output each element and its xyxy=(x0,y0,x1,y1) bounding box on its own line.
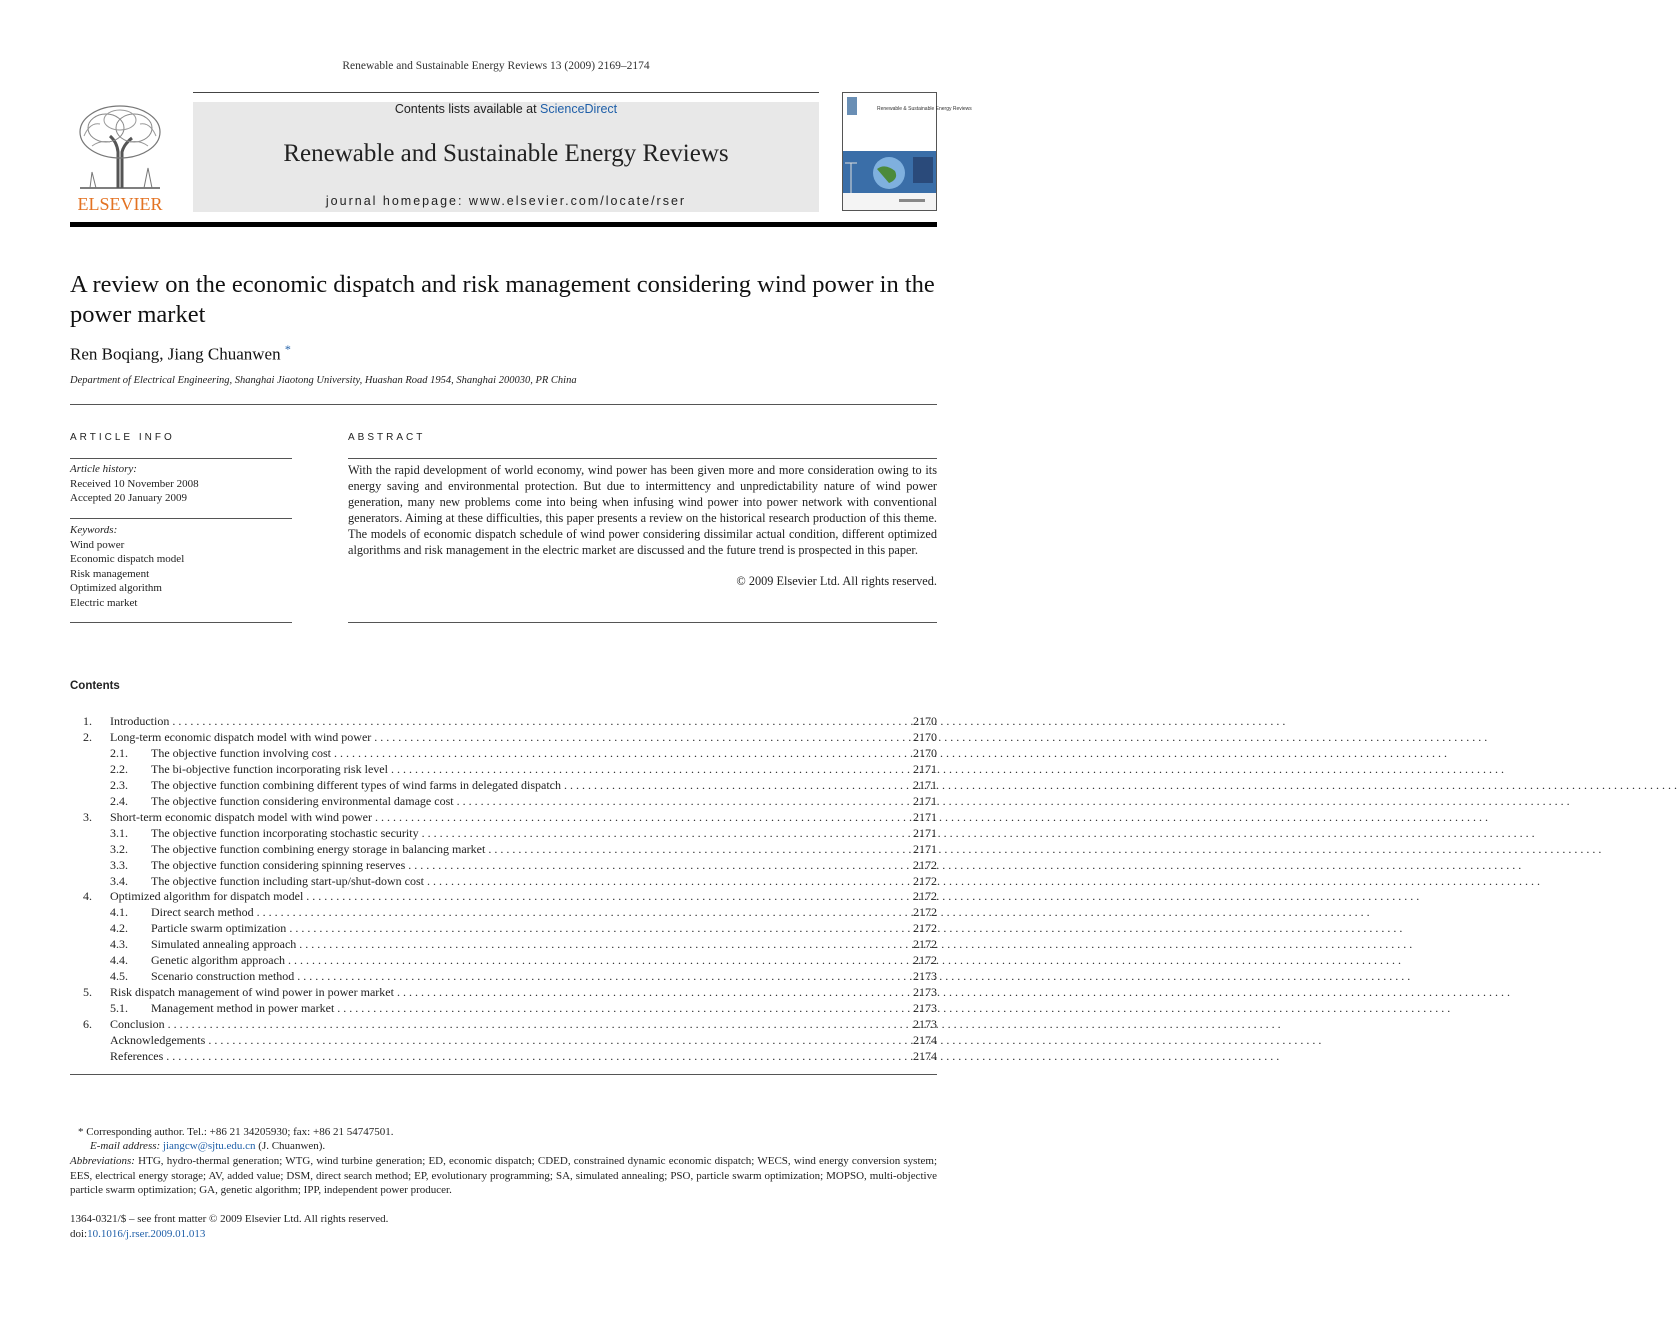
affiliation: Department of Electrical Engineering, Shanghai Jiaotong University, Huashan Road 1954, Shanghai 200030, PR China xyxy=(70,375,577,386)
toc-number: 3.1. xyxy=(110,825,128,840)
email-footnote xyxy=(70,1139,937,1154)
contents-heading: Contents xyxy=(70,680,120,692)
toc-page-number: 2174 xyxy=(913,1048,937,1063)
header-top-rule xyxy=(193,92,819,93)
toc-label[interactable]: Particle swarm optimization . . . xyxy=(151,920,893,936)
toc-number: 4.1. xyxy=(110,905,128,920)
toc-page-number: 2173 xyxy=(913,1017,937,1032)
article-history xyxy=(70,462,292,506)
toc-label[interactable]: The bi-objective function incorporating risk level . . . xyxy=(151,761,893,777)
abstract-text: With the rapid development of world economy, wind power has been given more and more consideration owing to its energy saving and environmental protection. But due to intermittency and unpredictability nature of wind power generation, many new problems come into being when infusing wind power into power network with conventional generators. Aiming at these difficulties, this paper presents a review on the historical research production of this theme. The models of economic dispatch schedule of wind power considering dissimilar actual condition, different optimized algorithms and risk management in the electric market are discussed and the future trend is prospected in this paper. xyxy=(348,463,937,557)
contents-available xyxy=(193,102,819,116)
toc-number: 4.4. xyxy=(110,953,128,968)
toc-page-number: 2173 xyxy=(913,1001,937,1016)
abbreviations-text: HTG, hydro-thermal generation; WTG, wind turbine generation; ED, economic dispatch; CDED, constrained dynamic economic dispatch; WECS, wind energy conversion system; EES, electrical energy storage; AV, added value; DSM, direct search method; EP, evolutionary programming; SA, simulated annealing; PSO, particle swarm optimization; MOPSO, multi-objective particle swarm optimization; GA, genetic algorithm; IPP, independent power producer. xyxy=(70,1155,937,1196)
toc-entry[interactable] xyxy=(70,1016,937,1032)
toc-page-number: 2170 xyxy=(913,729,937,744)
toc-page-number: 2171 xyxy=(913,793,937,808)
abstract-rule-top xyxy=(348,458,937,459)
toc-entry[interactable] xyxy=(70,713,937,729)
toc-label[interactable]: Direct search method . . . xyxy=(151,904,893,920)
journal-title: Renewable and Sustainable Energy Reviews xyxy=(283,140,729,167)
toc-entry[interactable] xyxy=(70,745,937,761)
doi-link[interactable]: 10.1016/j.rser.2009.01.013 xyxy=(87,1228,206,1240)
sciencedirect-link[interactable]: ScienceDirect xyxy=(540,102,618,116)
toc-label[interactable]: The objective function incorporating stochastic security . . . xyxy=(151,825,893,841)
toc-page-number: 2171 xyxy=(913,809,937,824)
toc-label[interactable]: Scenario construction method . . . xyxy=(151,968,893,984)
cover-title: Renewable & Sustainable Energy Reviews xyxy=(877,106,972,112)
toc-number: 1. xyxy=(83,714,92,728)
toc-label[interactable]: Simulated annealing approach . . . xyxy=(151,936,893,952)
toc-label[interactable]: Introduction . . . xyxy=(110,713,893,729)
toc-number: 6. xyxy=(83,1017,92,1032)
toc-entry[interactable] xyxy=(70,920,937,936)
abbreviations-footnote xyxy=(70,1154,937,1198)
toc-number: 2. xyxy=(83,729,92,744)
corresponding-author-mark[interactable]: * xyxy=(284,342,291,356)
toc-entry[interactable] xyxy=(70,793,937,809)
toc-entry[interactable] xyxy=(70,1032,937,1048)
toc-entry[interactable] xyxy=(70,825,937,841)
abstract-heading: ABSTRACT xyxy=(348,432,426,443)
toc-number: 3.3. xyxy=(110,857,128,872)
toc-label[interactable]: Conclusion . . . xyxy=(110,1016,893,1032)
toc-entry[interactable] xyxy=(70,809,937,825)
journal-cover-icon xyxy=(843,93,972,210)
toc-number: 4.2. xyxy=(110,921,128,936)
contents-prefix: Contents lists available at xyxy=(394,102,541,116)
title-rule xyxy=(70,404,937,405)
article-title: A review on the economic dispatch and risk management considering wind power in the power market xyxy=(70,271,935,328)
keywords-block xyxy=(70,523,292,610)
toc-number: 4. xyxy=(83,889,92,904)
toc-label[interactable]: Short-term economic dispatch model with wind power . . . xyxy=(110,809,893,825)
toc-number: 2.2. xyxy=(110,761,128,776)
toc-entry[interactable] xyxy=(70,729,937,745)
toc-label[interactable]: Genetic algorithm approach . . . xyxy=(151,952,893,968)
toc-number: 2.3. xyxy=(110,777,128,792)
article-info-rule-mid xyxy=(70,518,292,519)
toc-page-number: 2172 xyxy=(913,937,937,952)
toc-page-number: 2172 xyxy=(913,873,937,888)
toc-label[interactable]: Acknowledgements . . . xyxy=(110,1032,893,1048)
toc-label[interactable]: Long-term economic dispatch model with wind power . . . xyxy=(110,729,893,745)
toc-number: 3.2. xyxy=(110,841,128,856)
article-info-rule-bottom xyxy=(70,622,292,623)
elsevier-wordmark: ELSEVIER xyxy=(77,194,163,214)
toc-entry[interactable] xyxy=(70,873,937,889)
email-label: E-mail address: xyxy=(90,1140,161,1152)
article-info-heading: ARTICLE INFO xyxy=(70,432,175,443)
toc-page-number: 2172 xyxy=(913,889,937,904)
toc-page-number: 2171 xyxy=(913,777,937,792)
toc-number: 3. xyxy=(83,809,92,824)
toc-entry[interactable] xyxy=(70,888,937,904)
toc-page-number: 2171 xyxy=(913,761,937,776)
toc-label[interactable]: The objective function including start-up/shut-down cost . . . xyxy=(151,873,893,889)
toc-entry[interactable] xyxy=(70,968,937,984)
article-info-rule-top xyxy=(70,458,292,459)
toc-label[interactable]: Management method in power market . . . xyxy=(151,1000,893,1016)
header-thick-rule xyxy=(70,222,937,227)
toc-entry[interactable] xyxy=(70,1000,937,1016)
accepted-date: Accepted 20 January 2009 xyxy=(70,492,187,504)
toc-page-number: 2172 xyxy=(913,905,937,920)
toc-entry[interactable] xyxy=(70,952,937,968)
toc-entry[interactable] xyxy=(70,777,937,793)
toc-page-number: 2171 xyxy=(913,841,937,856)
toc-page-number: 2172 xyxy=(913,857,937,872)
toc-label[interactable]: The objective function considering spinning reserves . . . xyxy=(151,857,893,873)
toc-entry[interactable] xyxy=(70,984,937,1000)
keyword: Economic dispatch model xyxy=(70,553,185,565)
toc-page-number: 2174 xyxy=(913,1033,937,1047)
toc-entry[interactable] xyxy=(70,904,937,920)
author-line xyxy=(70,342,291,365)
email-suffix: (J. Chuanwen). xyxy=(258,1140,326,1152)
abbreviations-label: Abbreviations: xyxy=(70,1155,135,1167)
keyword: Optimized algorithm xyxy=(70,582,162,594)
toc-label[interactable]: The objective function combining energy storage in balancing market . . . xyxy=(151,841,893,857)
toc-entry[interactable] xyxy=(70,1048,937,1064)
toc-number: 3.4. xyxy=(110,873,128,888)
keyword: Wind power xyxy=(70,538,125,551)
corresponding-footnote: * Corresponding author. Tel.: +86 21 34205930; fax: +86 21 54747501. xyxy=(78,1126,394,1138)
contents-rule xyxy=(70,1074,937,1075)
toc-label[interactable]: Optimized algorithm for dispatch model . . . xyxy=(110,888,893,904)
toc-label[interactable]: The objective function combining different types of wind farms in delegated dispatch . . . xyxy=(151,777,893,793)
toc-page-number: 2172 xyxy=(913,953,937,968)
email-link[interactable]: jiangcw@sjtu.edu.cn xyxy=(162,1140,256,1152)
toc-number: 5.1. xyxy=(110,1001,128,1016)
toc-page-number: 2173 xyxy=(913,985,937,1000)
received-date: Received 10 November 2008 xyxy=(70,477,199,490)
toc-number: 5. xyxy=(83,985,92,1000)
toc-page-number: 2170 xyxy=(913,714,937,728)
journal-citation: Renewable and Sustainable Energy Reviews 13 (2009) 2169–2174 xyxy=(342,60,650,72)
history-label: Article history: xyxy=(70,463,137,475)
toc-number: 4.3. xyxy=(110,937,128,952)
abstract-copyright: © 2009 Elsevier Ltd. All rights reserved. xyxy=(736,574,937,588)
toc-page-number: 2173 xyxy=(913,969,937,984)
toc-number: 2.1. xyxy=(110,745,128,760)
toc-entry[interactable] xyxy=(70,761,937,777)
toc-page-number: 2170 xyxy=(913,745,937,760)
authors: Ren Boqiang, Jiang Chuanwen xyxy=(70,344,281,364)
doi-line xyxy=(70,1227,937,1242)
toc-number: 4.5. xyxy=(110,969,128,984)
toc-entry[interactable] xyxy=(70,841,937,857)
toc-entry[interactable] xyxy=(70,857,937,873)
abstract-rule-bottom xyxy=(348,622,937,623)
toc-label[interactable]: Risk dispatch management of wind power in power market . . . xyxy=(110,984,893,1000)
toc-label[interactable]: References . . . xyxy=(110,1048,893,1064)
doi-label: doi: xyxy=(70,1228,88,1240)
toc-label[interactable]: The objective function involving cost . . . xyxy=(151,745,893,761)
journal-cover xyxy=(842,92,972,211)
toc-page-number: 2172 xyxy=(913,921,937,936)
issn-line: 1364-0321/$ – see front matter © 2009 Elsevier Ltd. All rights reserved. xyxy=(70,1213,389,1225)
elsevier-logo xyxy=(70,102,170,214)
toc-number: 2.4. xyxy=(110,793,128,808)
toc-page-number: 2171 xyxy=(913,825,937,840)
journal-homepage[interactable]: journal homepage: www.elsevier.com/locate/rser xyxy=(325,194,687,208)
toc-label[interactable]: The objective function considering environmental damage cost . . . xyxy=(151,793,893,809)
keywords-label: Keywords: xyxy=(70,524,118,536)
keyword: Electric market xyxy=(70,596,138,609)
keyword: Risk management xyxy=(70,567,150,580)
elsevier-tree-icon xyxy=(70,102,170,214)
toc-entry[interactable] xyxy=(70,936,937,952)
